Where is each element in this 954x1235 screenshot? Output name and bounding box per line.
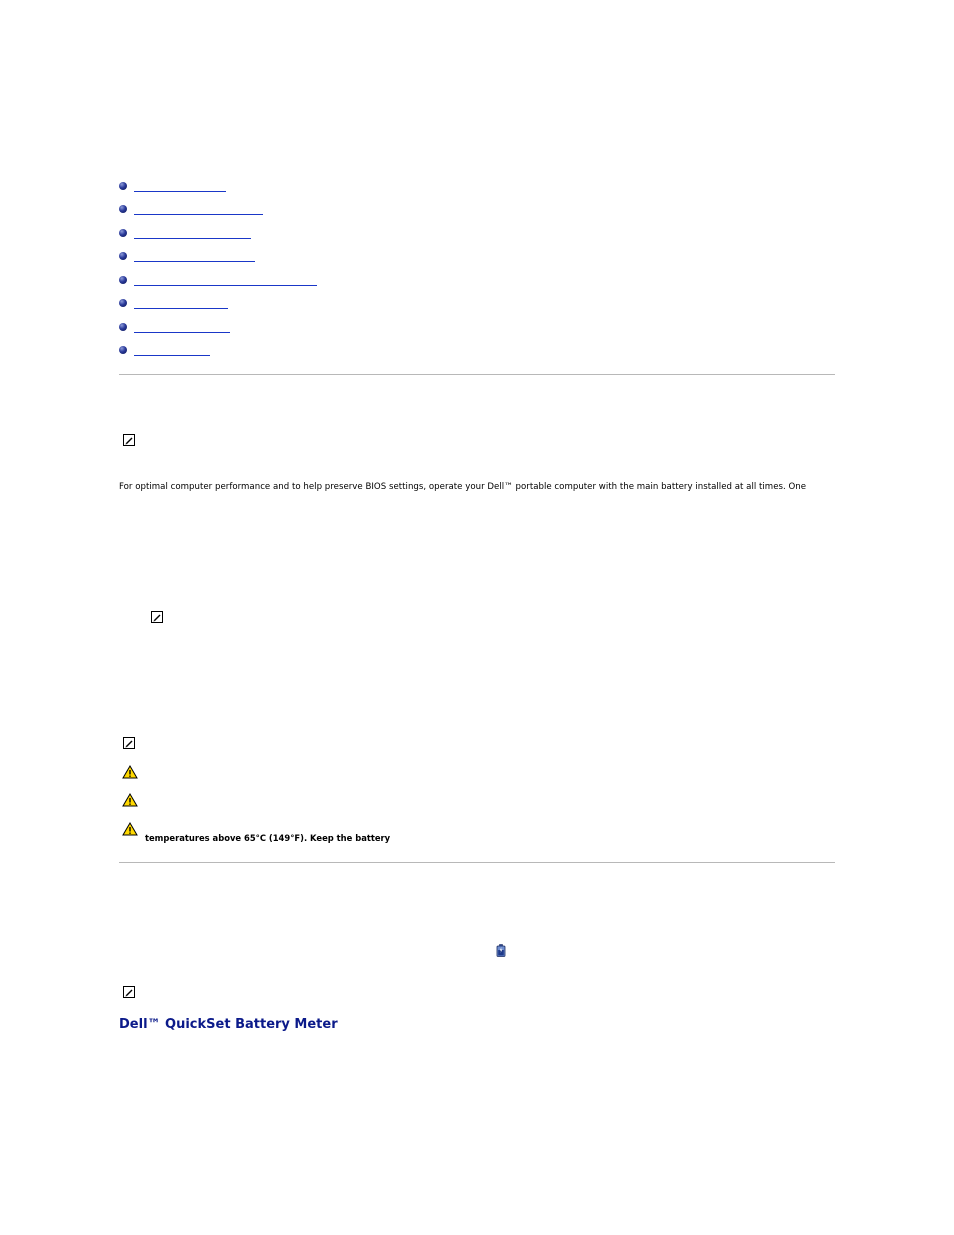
- body-paragraph: For optimal computer performance and to help preserve BIOS settings, operate your Dell™ portable computer with the main battery installed at all times. One: [119, 482, 807, 492]
- toc-item: [119, 204, 359, 216]
- toc-item: [119, 251, 359, 263]
- toc-link[interactable]: [134, 332, 230, 333]
- toc-link[interactable]: [134, 261, 255, 262]
- note-icon: [123, 737, 135, 749]
- bullet-icon: [119, 229, 127, 237]
- toc-link[interactable]: [134, 214, 263, 215]
- toc-item: [119, 298, 359, 310]
- note-icon: [123, 434, 135, 446]
- bullet-icon: [119, 182, 127, 190]
- toc-item: [119, 322, 359, 334]
- section-divider: [119, 862, 835, 863]
- note-icon: [151, 611, 163, 623]
- toc-item: [119, 181, 359, 193]
- toc-link[interactable]: [134, 308, 228, 309]
- bullet-icon: [119, 205, 127, 213]
- bullet-icon: [119, 299, 127, 307]
- toc-item: [119, 275, 359, 287]
- note-icon: [123, 986, 135, 998]
- toc-link[interactable]: [134, 285, 317, 286]
- toc-item: [119, 345, 359, 357]
- bullet-icon: [119, 252, 127, 260]
- caution-icon: [122, 765, 138, 779]
- toc-link[interactable]: [134, 191, 226, 192]
- section-divider: [119, 374, 835, 375]
- section-subheading: Dell™ QuickSet Battery Meter: [119, 1017, 338, 1032]
- toc-link[interactable]: [134, 355, 210, 356]
- toc-item: [119, 228, 359, 240]
- caution-icon: [122, 793, 138, 807]
- caution-icon: [122, 822, 138, 836]
- bullet-icon: [119, 276, 127, 284]
- battery-meter-icon: [496, 944, 506, 957]
- bullet-icon: [119, 323, 127, 331]
- bullet-icon: [119, 346, 127, 354]
- caution-text: temperatures above 65°C (149°F). Keep the battery: [145, 833, 391, 843]
- toc-link[interactable]: [134, 238, 251, 239]
